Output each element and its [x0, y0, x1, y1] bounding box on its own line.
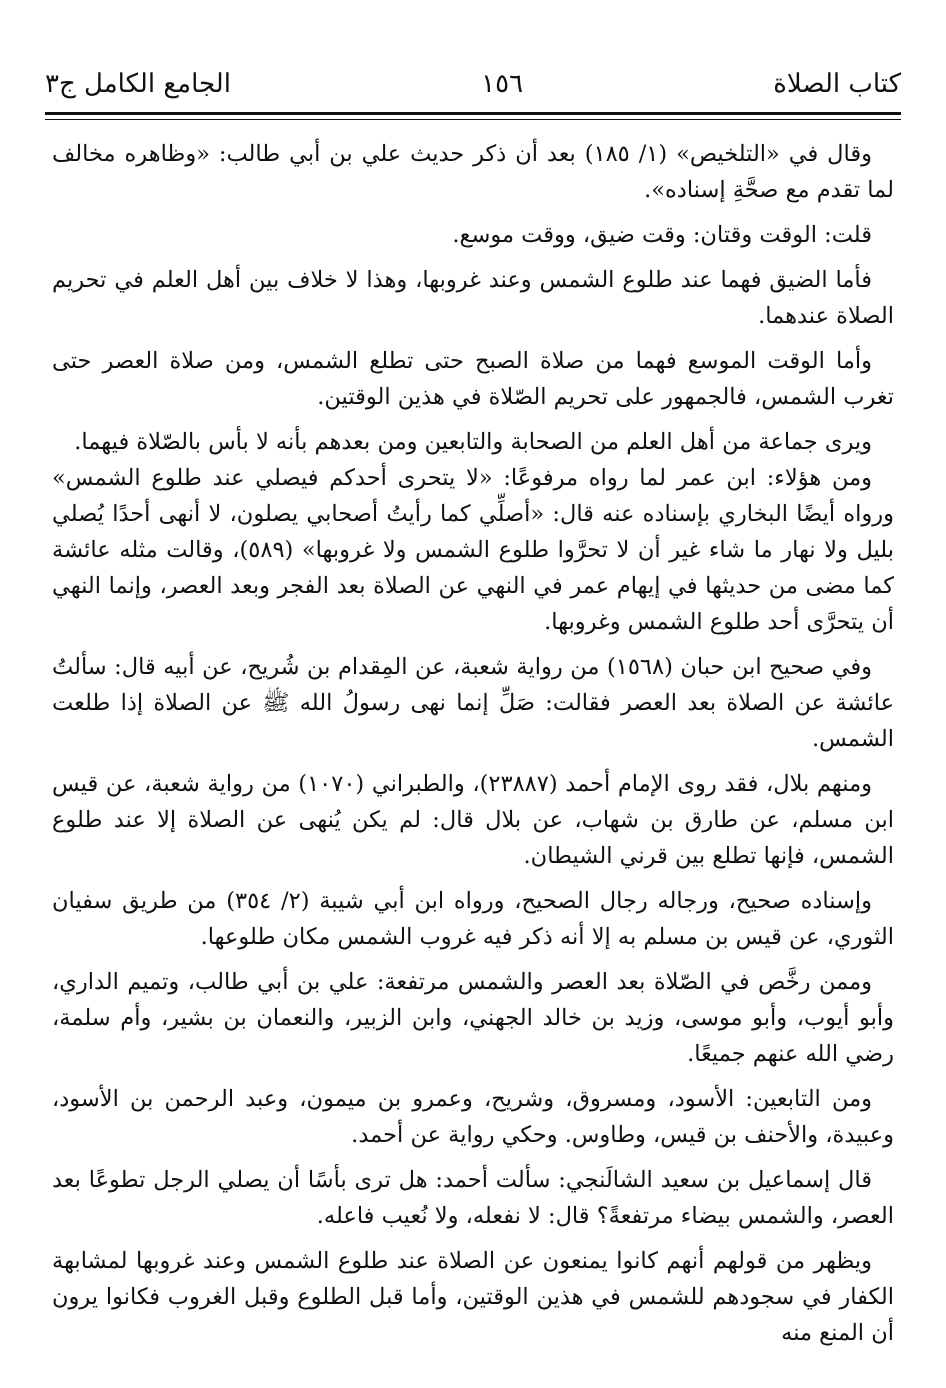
paragraph: وقال في «التلخيص» (١/ ١٨٥) بعد أن ذكر حديث علي بن أبي طالب: «وظاهره مخالف لما تقدم مع صحَّةِ إسناده».: [52, 141, 894, 203]
paragraph: ويرى جماعة من أهل العلم من الصحابة والتابعين ومن بعدهم بأنه لا بأس بالصّلاة فيهما.: [74, 429, 872, 455]
paragraph: وممن رخَّص في الصّلاة بعد العصر والشمس مرتفعة: علي بن أبي طالب، وتميم الداري، وأبو أيوب، وأبو موسى، وزيد بن خالد الجهني، وابن الزبير، والنعمان بن بشير، وأم سلمة، رضي الله عنهم جميعًا.: [52, 969, 894, 1067]
paragraph: وفي صحيح ابن حبان (١٥٦٨) من رواية شعبة، عن المِقدام بن شُريح، عن أبيه قال: سألتُ عائشة عن الصلاة بعد العصر فقالت: صَلِّ إنما نهى رسولُ الله ﷺ عن الصلاة إذا طلعت الشمس.: [52, 654, 894, 752]
paragraph: وأما الوقت الموسع فهما من صلاة الصبح حتى تطلع الشمس، ومن صلاة العصر حتى تغرب الشمس، فالجمهور على تحريم الصّلاة في هذين الوقتين.: [52, 348, 894, 410]
paragraph: قال إسماعيل بن سعيد الشالَنجي: سألت أحمد: هل ترى بأسًا أن يصلي الرجل تطوعًا بعد العصر، والشمس بيضاء مرتفعةً؟ قال: لا نفعله، ولا نُعيب فاعله.: [52, 1167, 894, 1229]
paragraph: فأما الضيق فهما عند طلوع الشمس وعند غروبها، وهذا لا خلاف بين أهل العلم في تحريم الصلاة عندهما.: [52, 267, 894, 329]
paragraph: ويظهر من قولهم أنهم كانوا يمنعون عن الصلاة عند طلوع الشمس وعند غروبها لمشابهة الكفار في سجودهم للشمس في هذين الوقتين، وأما قبل الطلوع وقبل الغروب فكانوا يرون أن المنع منه: [52, 1248, 894, 1346]
book-title: الجامع الكامل ج٣: [45, 69, 231, 99]
paragraph: ومن هؤلاء: ابن عمر لما رواه مرفوعًا: «لا يتحرى أحدكم فيصلي عند طلوع الشمس» ورواه أيضًا البخاري بإسناده عنه قال: «أصلِّي كما رأيتُ أصحابي يصلون، لا أنهى أحدًا يُصلي بليل ولا نهار ما شاء غير أن لا تحرَّوا طلوع الشمس ولا غروبها» (٥٨٩)، وقالت مثله عائشة كما مضى من حديثها في إيهام عمر في النهي عن الصلاة بعد الفجر وبعد العصر، وإنما النهي أن يتحرَّى أحد طلوع الشمس وغروبها.: [52, 465, 894, 635]
page-number: ١٥٦: [481, 69, 524, 99]
header-rule-thick: [45, 112, 901, 115]
paragraph: وإسناده صحيح، ورجاله رجال الصحيح، ورواه ابن أبي شيبة (٢/ ٣٥٤) من طريق سفيان الثوري، عن قيس بن مسلم به إلا أنه ذكر فيه غروب الشمس مكان طلوعها.: [52, 888, 894, 950]
paragraph: قلت: الوقت وقتان: وقت ضيق، ووقت موسع.: [452, 222, 872, 248]
main-text: [52, 136, 894, 1360]
running-header: [45, 62, 901, 106]
paragraph: ومنهم بلال، فقد روى الإمام أحمد (٢٣٨٨٧)، والطبراني (١٠٧٠) من رواية شعبة، عن قيس ابن مسلم، عن طارق بن شهاب، عن بلال قال: لم يكن يُنهى عن الصلاة إلا عند طلوع الشمس، فإنها تطلع بين قرني الشيطان.: [52, 771, 894, 869]
paragraph: ومن التابعين: الأسود، ومسروق، وشريح، وعمرو بن ميمون، وعبد الرحمن بن الأسود، وعبيدة، والأحنف بن قيس، وطاوس. وحكي رواية عن أحمد.: [52, 1086, 894, 1148]
chapter-title: كتاب الصلاة: [773, 69, 901, 99]
header-rule-thin: [45, 119, 901, 120]
